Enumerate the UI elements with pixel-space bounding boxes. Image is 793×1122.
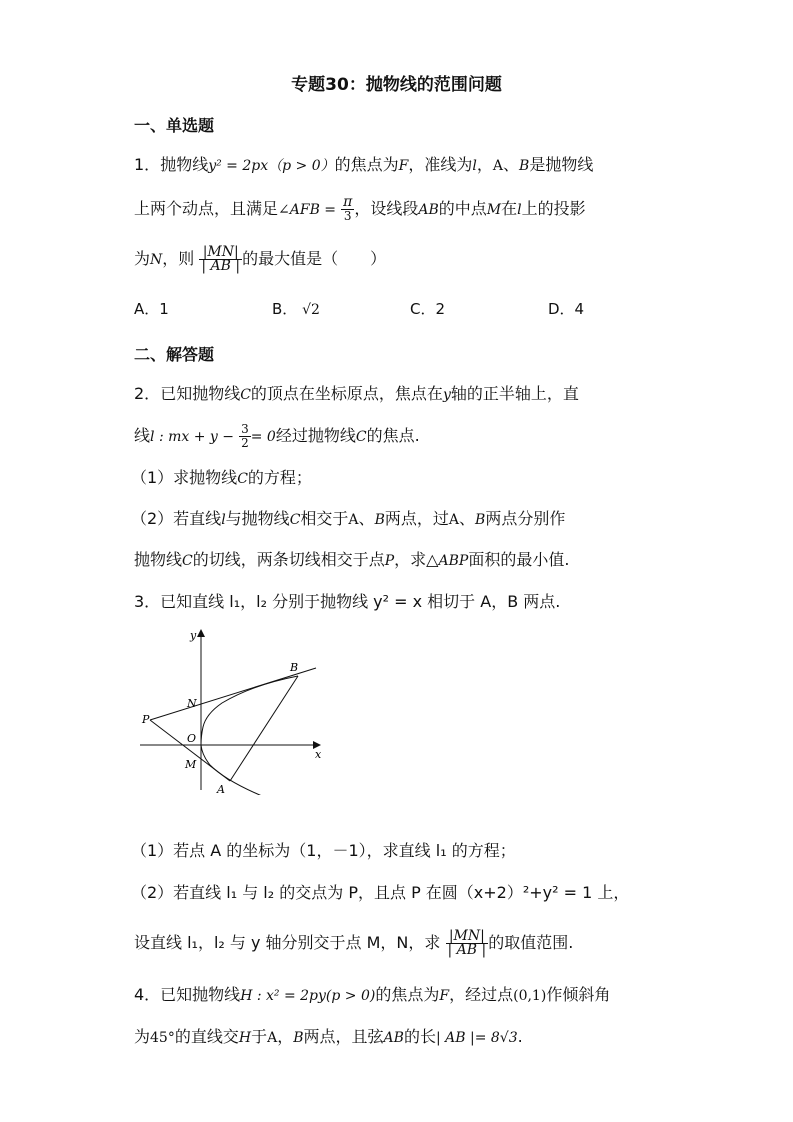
label-n: N bbox=[187, 697, 197, 710]
label-b: B bbox=[290, 661, 299, 674]
tangent-line-pb bbox=[150, 668, 316, 720]
parabola-tangent-figure bbox=[140, 625, 340, 795]
q1-line2: 上两个动点，且满足∠AFB = $\frac{\pi}{3}$ ，设线段AB的中点M在l上的投影 bbox=[134, 194, 586, 223]
q1-line3: 为N，则 $\frac{|MN|}{| AB |}$ 的最大值是（ ） bbox=[134, 244, 387, 274]
section-answer-questions: 二、解答题 bbox=[134, 345, 215, 364]
q3-part1: （1）若点 A 的坐标为（1，－1），求直线 l₁ 的方程； bbox=[131, 841, 516, 860]
three-halves-fraction: $\frac{3}{2}$ bbox=[241, 422, 249, 450]
parabola-curve bbox=[201, 676, 298, 795]
tangent-line-pa bbox=[150, 720, 230, 781]
q2-part2-cont: 抛物线C的切线，两条切线相交于点P，求△ABP面积的最小值. bbox=[134, 550, 570, 569]
q4-line1: 4．已知抛物线H : x² = 2py(p > 0)的焦点为F，经过点(0,1)作倾斜角 bbox=[134, 985, 611, 1004]
q3-part2-cont: 设直线 l₁，l₂ 与 y 轴分别交于点 M，N，求 $\frac{|MN|}{| AB |}$ 的取值范围. bbox=[134, 928, 574, 958]
choice-a[interactable]: A．1 bbox=[134, 300, 169, 318]
label-x: x bbox=[315, 748, 322, 761]
label-m: M bbox=[185, 758, 197, 771]
choice-b[interactable]: B． √2 bbox=[272, 300, 320, 318]
label-a: A bbox=[217, 783, 225, 795]
q3-line1: 3．已知直线 l₁，l₂ 分别于抛物线 y² = x 相切于 A，B 两点. bbox=[134, 592, 561, 611]
q3-part2: （2）若直线 l₁ 与 l₂ 的交点为 P，且点 P 在圆（x+2）²+y² = 1 上， bbox=[131, 883, 630, 902]
page-title: 专题30：抛物线的范围问题 bbox=[291, 75, 502, 95]
choice-c[interactable]: C．2 bbox=[410, 300, 446, 318]
q2-part1: （1）求抛物线C的方程； bbox=[131, 468, 312, 487]
section-single-choice: 一、单选题 bbox=[134, 116, 215, 135]
q2-line2: 线l : mx + y − $\frac{3}{2}$ = 0经过抛物线C的焦点. bbox=[134, 422, 420, 450]
q4-line2: 为45°的直线交H于A，B两点，且弦AB的长| AB |= 8√3. bbox=[134, 1027, 523, 1046]
q2-part2: （2）若直线l与抛物线C相交于A、B两点，过A、B两点分别作 bbox=[131, 509, 566, 528]
mn-over-ab-fraction: $\frac{|MN|}{| AB |}$ bbox=[201, 244, 241, 274]
label-p: P bbox=[142, 713, 150, 726]
q1-line1: 1．抛物线y² = 2px（p > 0）的焦点为F，准线为l，A、B是抛物线 bbox=[134, 155, 594, 174]
label-y: y bbox=[190, 629, 197, 642]
pi-over-3-fraction: $\frac{\pi}{3}$ bbox=[343, 194, 353, 223]
label-o: O bbox=[187, 732, 197, 745]
choice-d[interactable]: D．4 bbox=[548, 300, 585, 318]
q2-line1: 2．已知抛物线C的顶点在坐标原点，焦点在y轴的正半轴上，直 bbox=[134, 384, 579, 403]
mn-over-ab-fraction-q3: $\frac{|MN|}{| AB |}$ bbox=[447, 928, 487, 958]
